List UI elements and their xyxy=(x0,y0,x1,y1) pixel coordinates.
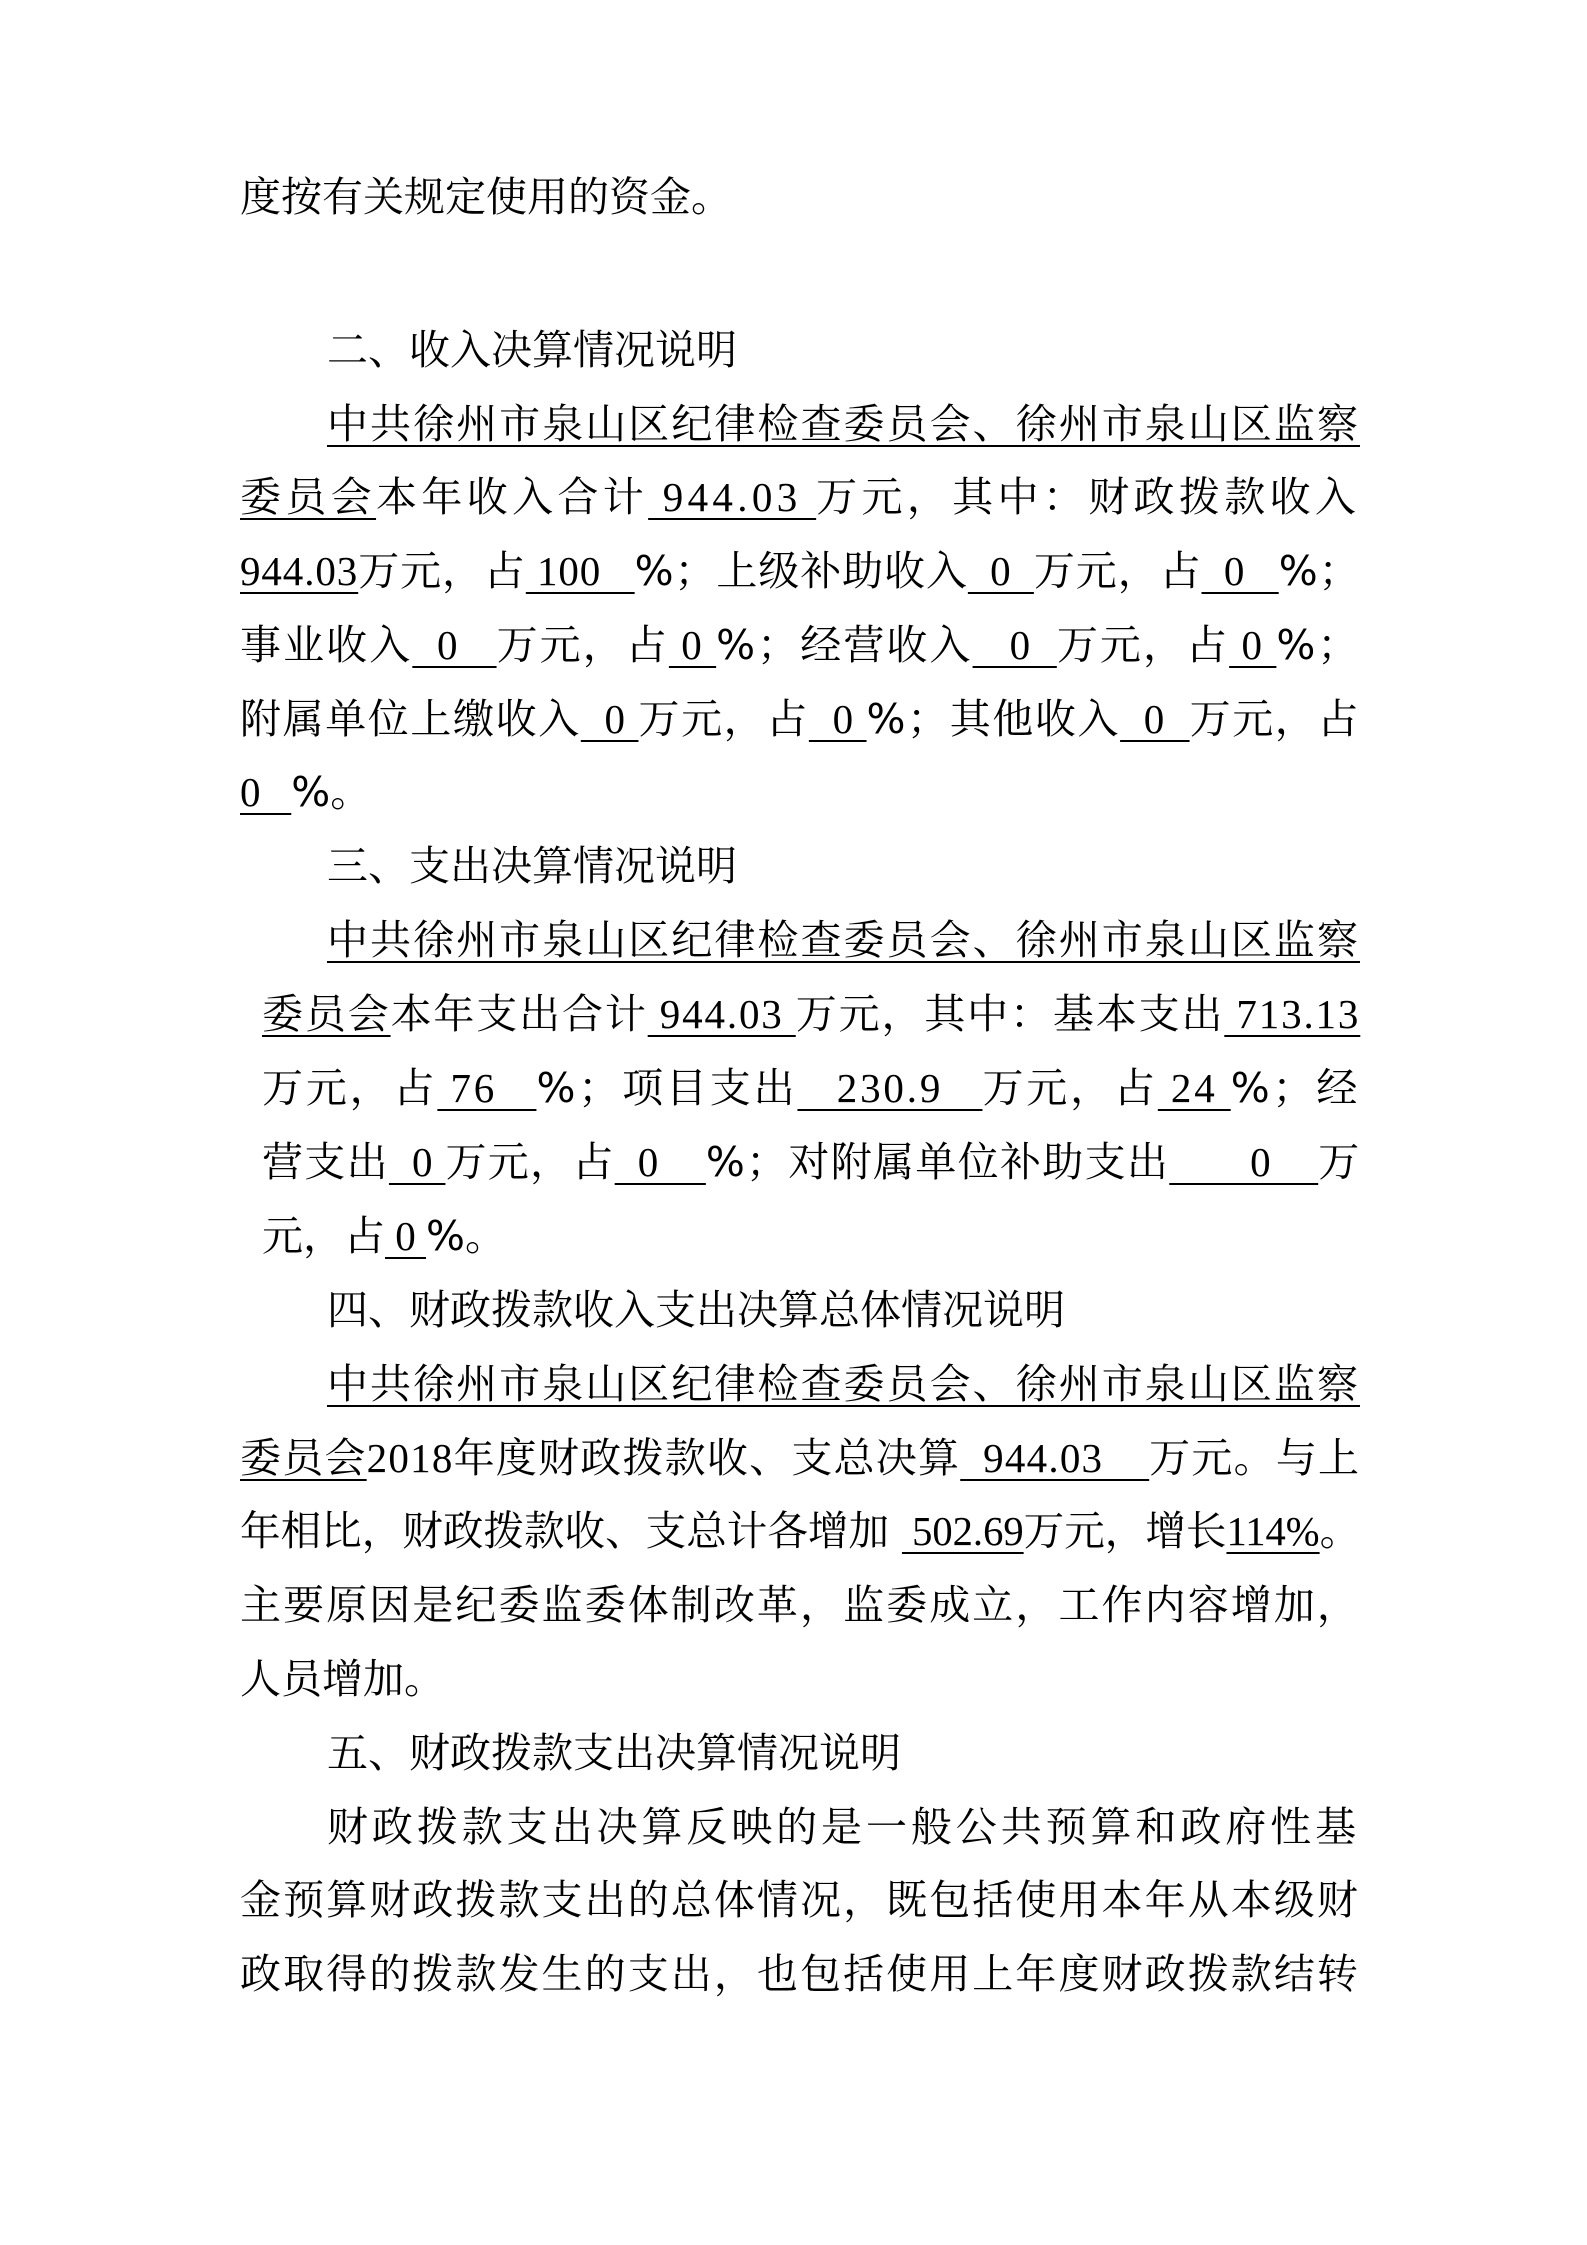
text-line xyxy=(240,1655,445,1703)
text-segment: %。 xyxy=(291,768,372,816)
underlined-field: 0 xyxy=(1169,1139,1319,1185)
underlined-field: 944.03 xyxy=(648,474,817,520)
underlined-field: 委员会 xyxy=(240,1434,367,1482)
underlined-field: 0 xyxy=(1120,696,1190,742)
text-segment: %； xyxy=(1276,621,1361,669)
text-segment: 万元。与上 xyxy=(1149,1434,1361,1482)
underlined-field: 944.03 xyxy=(960,1435,1150,1481)
text-line xyxy=(327,400,1360,448)
text-segment: 年度财政拨款收、支总决算 xyxy=(453,1434,961,1482)
text-segment: 万元，占 xyxy=(638,695,809,743)
text-segment: 人员增加。 xyxy=(240,1655,445,1703)
text-segment: 万元，占 xyxy=(1189,695,1360,743)
text-line xyxy=(327,1803,1360,1851)
text-segment: 万元，占 xyxy=(445,1138,615,1186)
underlined-field: 76 xyxy=(437,1065,537,1111)
text-segment: 四、财政拨款收入支出决算总体情况说明 xyxy=(327,1286,1065,1334)
text-segment: 五、财政拨款支出决算情况说明 xyxy=(327,1729,901,1777)
text-line xyxy=(327,326,737,374)
text-segment: 财政拨款支出决算反映的是一般公共预算和政府性基 xyxy=(327,1803,1360,1851)
text-segment: 三、支出决算情况说明 xyxy=(327,842,737,890)
text-line xyxy=(240,473,1361,521)
text-segment: %；对附属单位补助支出 xyxy=(705,1138,1170,1186)
text-segment: 万元，增长 xyxy=(1023,1507,1227,1555)
text-segment: 。 xyxy=(1319,1507,1361,1555)
text-line xyxy=(327,842,737,890)
text-segment: %； xyxy=(1278,547,1361,595)
text-segment: 金预算财政拨款支出的总体情况，既包括使用本年从本级财 xyxy=(240,1876,1360,1924)
text-segment: 政取得的拨款发生的支出，也包括使用上年度财政拨款结转 xyxy=(240,1950,1360,1998)
text-line xyxy=(240,173,732,221)
text-line xyxy=(240,1950,1360,1998)
underlined-field: 中共徐州市泉山区纪律检查委员会、徐州市泉山区监察 xyxy=(327,400,1360,448)
text-segment: 万 xyxy=(1318,1138,1361,1186)
text-segment: %；上级补助收入 xyxy=(634,547,968,595)
underlined-field: 中共徐州市泉山区纪律检查委员会、徐州市泉山区监察 xyxy=(327,1360,1360,1408)
text-segment: %；其他收入 xyxy=(866,695,1121,743)
text-line xyxy=(262,1064,1361,1112)
text-segment: 元，占 xyxy=(262,1212,385,1260)
underlined-field: 0 xyxy=(808,696,867,742)
text-segment: 万元，占 xyxy=(496,621,669,669)
text-line xyxy=(240,621,1361,669)
underlined-field: 0 xyxy=(967,548,1034,594)
underlined-field: 中共徐州市泉山区纪律检查委员会、徐州市泉山区监察 xyxy=(327,916,1360,964)
text-segment: 事业收入 xyxy=(240,621,413,669)
text-segment: 万元，占 xyxy=(1056,621,1230,669)
underlined-field: 230.9 xyxy=(797,1065,983,1111)
underlined-field: 0 xyxy=(240,769,292,815)
underlined-field: 委员会 xyxy=(240,473,377,521)
text-line xyxy=(262,1212,506,1260)
underlined-field: 944.03 xyxy=(240,548,359,594)
text-line xyxy=(240,695,1360,743)
text-segment: 主要原因是纪委监委体制改革，监委成立，工作内容增加， xyxy=(240,1581,1360,1629)
text-segment: 二、收入决算情况说明 xyxy=(327,326,737,374)
text-segment: 度按有关规定使用的资金。 xyxy=(240,173,732,221)
text-line xyxy=(240,768,372,816)
text-segment: 万元，其中：财政拨款收入 xyxy=(816,473,1361,521)
text-segment: 年相比，财政拨款收、支总计各增加 xyxy=(240,1507,902,1555)
text-segment: 2018 xyxy=(366,1435,454,1481)
text-segment: %。 xyxy=(426,1212,506,1260)
underlined-field: 502.69 xyxy=(901,1508,1024,1554)
underlined-field: 114% xyxy=(1226,1508,1320,1554)
underlined-field: 0 xyxy=(388,1139,446,1185)
underlined-field: 0 xyxy=(1201,548,1279,594)
text-segment: 万元，其中：基本支出 xyxy=(795,990,1225,1038)
text-segment: %；项目支出 xyxy=(536,1064,798,1112)
text-line xyxy=(327,1360,1360,1408)
underlined-field: 0 xyxy=(412,622,497,668)
text-line xyxy=(240,1581,1360,1629)
underlined-field: 713.13 xyxy=(1224,991,1361,1037)
underlined-field: 0 xyxy=(1229,622,1277,668)
text-line xyxy=(327,1286,1065,1334)
underlined-field: 0 xyxy=(972,622,1057,668)
text-line xyxy=(240,1507,1361,1555)
underlined-field: 0 xyxy=(614,1139,706,1185)
text-line xyxy=(327,1729,901,1777)
underlined-field: 委员会 xyxy=(262,990,391,1038)
text-segment: 万元，占 xyxy=(262,1064,438,1112)
text-line xyxy=(240,547,1361,595)
underlined-field: 0 xyxy=(668,622,717,668)
text-segment: 本年支出合计 xyxy=(390,990,648,1038)
text-segment: 万元，占 xyxy=(1033,547,1202,595)
text-segment: 营支出 xyxy=(262,1138,389,1186)
text-segment: 万元，占 xyxy=(358,547,526,595)
text-segment: 附属单位上缴收入 xyxy=(240,695,581,743)
text-line xyxy=(327,916,1360,964)
text-line xyxy=(240,1876,1360,1924)
text-line xyxy=(262,1138,1361,1186)
text-segment: 本年收入合计 xyxy=(376,473,649,521)
underlined-field: 944.03 xyxy=(647,991,796,1037)
underlined-field: 100 xyxy=(525,548,635,594)
text-segment: %；经 xyxy=(1230,1064,1361,1112)
text-line xyxy=(240,1434,1361,1482)
underlined-field: 24 xyxy=(1157,1065,1231,1111)
text-segment: 万元，占 xyxy=(982,1064,1158,1112)
underlined-field: 0 xyxy=(580,696,639,742)
text-segment: %；经营收入 xyxy=(716,621,973,669)
text-line xyxy=(262,990,1361,1038)
underlined-field: 0 xyxy=(385,1213,426,1259)
